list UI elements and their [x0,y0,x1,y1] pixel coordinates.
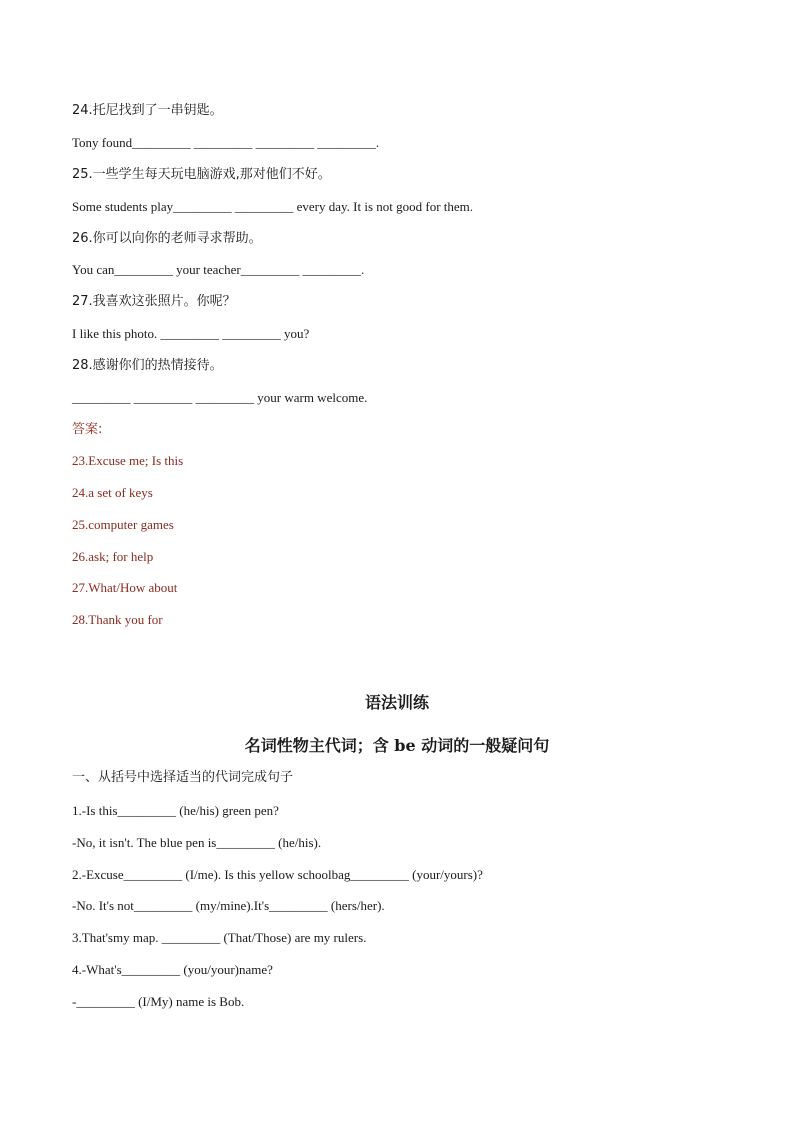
exercise-25-chinese: 25.一些学生每天玩电脑游戏,那对他们不好。 [72,167,331,182]
exercise-26-chinese: 26.你可以向你的老师寻求帮助。 [72,231,262,246]
question-line: 2.-Excuse_________ (I/me). Is this yellow schoolbag_________ (your/yours)? [72,867,483,882]
exercise-25-english: Some students play_________ _________ every day. It is not good for them. [72,199,474,214]
exercise-27-english: I like this photo. _________ _________ you? [72,326,310,341]
exercise-28-chinese: 28.感谢你们的热情接待。 [72,358,223,373]
section-subtitle: 名词性物主代词；含 be 动词的一般疑问句 [244,736,550,755]
answer-item: 23.Excuse me; Is this [72,453,184,468]
answer-item: 26.ask; for help [72,549,154,564]
question-line: -No, it isn't. The blue pen is_________ (he/his). [72,835,322,850]
answer-item: 25.computer games [72,517,174,532]
question-line: 3.That'smy map. _________ (That/Those) are my rulers. [72,930,367,945]
part-heading: 一、从括号中选择适当的代词完成句子 [72,770,294,785]
section-title: 语法训练 [364,693,429,712]
exercise-24-english: Tony found_________ _________ _________ _________. [72,135,380,150]
question-line: -No. It's not_________ (my/mine).It's_________ (hers/her). [72,898,385,913]
answer-item: 28.Thank you for [72,612,163,627]
answer-item: 27.What/How about [72,580,178,595]
question-line: -_________ (I/My) name is Bob. [72,994,245,1009]
exercise-27-chinese: 27.我喜欢这张照片。你呢？ [72,294,236,309]
exercise-24-chinese: 24.托尼找到了一串钥匙。 [72,103,223,118]
exercise-26-english: You can_________ your teacher_________ _________. [72,262,365,277]
answers-label: 答案: [72,422,103,437]
exercise-28-english: _________ _________ _________ your warm welcome. [72,390,368,405]
answer-item: 24.a set of keys [72,485,153,500]
question-line: 1.-Is this_________ (he/his) green pen? [72,803,279,818]
question-line: 4.-What's_________ (you/your)name? [72,962,273,977]
